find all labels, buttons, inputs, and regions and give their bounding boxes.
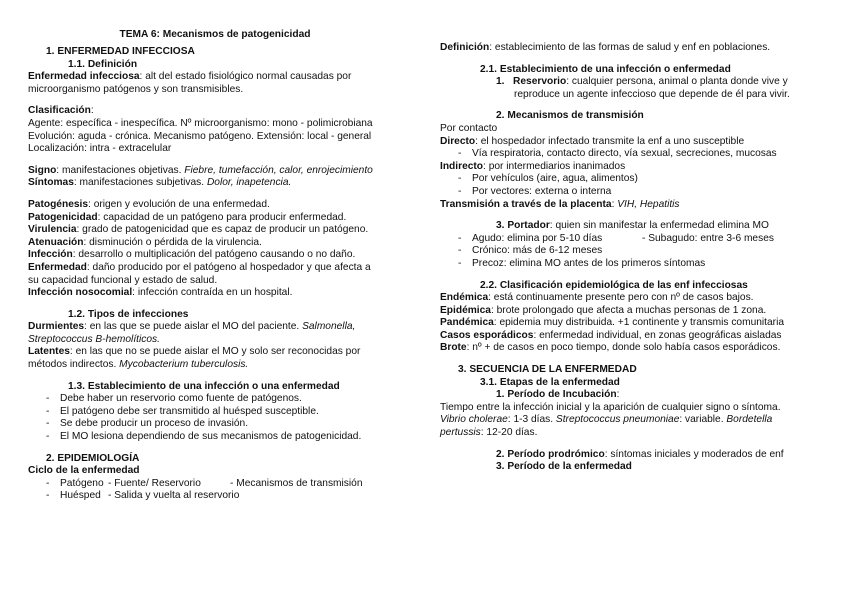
page-title: TEMA 6: Mecanismos de patogenicidad xyxy=(119,29,311,40)
left-column xyxy=(28,46,424,503)
definition-paragraph-line2: microorganismo patógenos y son transmisibles. xyxy=(28,83,244,95)
right-column xyxy=(440,42,840,474)
list-item: - Crónico: más de 6-12 meses xyxy=(458,245,603,257)
list-item: - Agudo: elimina por 5-10 días - Subagudo: entre 3-6 meses xyxy=(458,232,774,244)
term-infeccion: Infección: desarrollo o multiplicación del patógeno causando o no daño. xyxy=(28,249,356,261)
ciclo-heading: Ciclo de la enfermedad xyxy=(28,465,140,477)
incubacion-line3: pertussis: 12-20 días. xyxy=(440,427,538,439)
prodromico-line: 2. Período prodrómico: síntomas iniciales y moderados de enf xyxy=(496,448,784,460)
clasificacion-line: Agente: específica - inespecífica. Nº microorganismo: mono - polimicrobiana xyxy=(28,117,373,129)
term-atenuacion: Atenuación: disminución o pérdida de la virulencia. xyxy=(28,236,262,248)
durmientes-line2: Streptococcus B-hemolíticos. xyxy=(28,333,160,345)
clasificacion-line: Localización: intra - extracelular xyxy=(28,143,172,155)
placenta-line: Transmisión a través de la placenta: VIH, Hepatitis xyxy=(440,198,680,210)
list-item: - Se debe producir un proceso de invasión. xyxy=(46,418,249,430)
casos-line: Casos esporádicos: enfermedad individual, en zonas geográficas aisladas xyxy=(440,329,782,341)
epidemica-line: Epidémica: brote prolongado que afecta a muchas personas de 1 zona. xyxy=(440,304,767,316)
section-1-2-heading: 1.2. Tipos de infecciones xyxy=(68,308,189,320)
reservorio-line: 1. Reservorio: cualquier persona, animal o planta donde vive y xyxy=(496,76,788,88)
list-item: - Por vehículos (aire, agua, alimentos) xyxy=(458,173,638,185)
section-3-1-heading: 3.1. Etapas de la enfermedad xyxy=(480,376,620,388)
pandemica-line: Pandémica: epidemia muy distribuida. +1 continente y transmis comunitaria xyxy=(440,317,784,329)
list-item: - Por vectores: externa o interna xyxy=(458,185,612,197)
incubacion-line: Tiempo entre la infección inicial y la aparición de cualquier signo o síntoma. xyxy=(440,401,781,413)
por-contacto: Por contacto xyxy=(440,122,498,134)
brote-line: Brote: nº + de casos en poco tiempo, donde solo había casos esporádicos. xyxy=(440,342,781,354)
clasificacion-line: Evolución: aguda - crónica. Mecanismo patógeno. Extensión: local - general xyxy=(28,130,372,142)
list-item: - El MO lesiona dependiendo de sus mecanismos de patogenicidad. xyxy=(46,431,362,443)
definition-paragraph: Enfermedad infecciosa: alt del estado fisiológico normal causadas por xyxy=(28,71,352,83)
directo-line: Directo: el hospedador infectado transmite la enf a uno susceptible xyxy=(440,135,745,147)
term-nosocomial: Infección nosocomial: infección contraída en un hospital. xyxy=(28,287,293,299)
clasificacion-label: Clasificación: xyxy=(28,105,94,117)
section-2-2-heading: 2.2. Clasificación epidemiológica de las enf infecciosas xyxy=(480,279,748,291)
term-enfermedad-line2: su capacidad funcional y estado de salud. xyxy=(28,274,218,286)
endemica-line: Endémica: está continuamente presente pero con nº de casos bajos. xyxy=(440,292,754,304)
portador-line: 3. Portador: quien sin manifestar la enfermedad elimina MO xyxy=(496,220,769,232)
incubacion-line2: Vibrio cholerae: 1-3 días. Streptococcus pneumoniae: variable. Bordetella xyxy=(440,414,773,426)
sintomas-line: Síntomas: manifestaciones subjetivas. Dolor, inapetencia. xyxy=(28,177,292,189)
section-3-heading: 3. SECUENCIA DE LA ENFERMEDAD xyxy=(458,364,637,376)
section-1-1-heading: 1.1. Definición xyxy=(68,58,138,70)
term-enfermedad: Enfermedad: daño producido por el patógeno al hospedador y que afecta a xyxy=(28,261,371,273)
definicion-line: Definición: establecimiento de las formas de salud y enf en poblaciones. xyxy=(440,42,771,53)
mecanismos-heading: 2. Mecanismos de transmisión xyxy=(496,110,644,122)
list-item: - Vía respiratoria, contacto directo, vía sexual, secreciones, mucosas xyxy=(458,148,777,160)
periodo-enfermedad-heading: 3. Período de la enfermedad xyxy=(496,461,632,473)
ciclo-row: - Huésped - Salida y vuelta al reservorio xyxy=(46,490,240,502)
term-patogenesis: Patogénesis: origen y evolución de una enfermedad. xyxy=(28,198,270,210)
section-2-heading: 2. EPIDEMIOLOGÍA xyxy=(46,452,140,464)
indirecto-line: Indirecto: por intermediarios inanimados xyxy=(440,160,626,172)
section-2-1-heading: 2.1. Establecimiento de una infección o enfermedad xyxy=(480,63,731,75)
list-item: - El patógeno debe ser transmitido al huésped susceptible. xyxy=(46,405,319,417)
list-item: - Precoz: elimina MO antes de los primeros síntomas xyxy=(458,257,706,269)
term-patogenicidad: Patogenicidad: capacidad de un patógeno para producir enfermedad. xyxy=(28,211,347,223)
section-1-3-heading: 1.3. Establecimiento de una infección o una enfermedad xyxy=(68,380,340,392)
latentes-line: Latentes: en las que no se puede aislar el MO y solo ser reconocidas por xyxy=(28,346,361,358)
list-item: - Debe haber un reservorio como fuente de patógenos. xyxy=(46,393,302,405)
incubacion-heading: 1. Período de Incubación: xyxy=(496,389,620,401)
signo-line: Signo: manifestaciones objetivas. Fiebre, tumefacción, calor, enrojecimiento xyxy=(28,164,373,176)
durmientes-line: Durmientes: en las que se puede aislar el MO del paciente. Salmonella, xyxy=(28,321,356,333)
ciclo-row: - Patógeno - Fuente/ Reservorio - Mecanismos de transmisión xyxy=(46,477,363,489)
latentes-line2: métodos indirectos. Mycobacterium tuberculosis. xyxy=(28,359,249,371)
reservorio-line2: reproduce un agente infeccioso que depende de él para vivir. xyxy=(514,88,790,100)
term-virulencia: Virulencia: grado de patogenicidad que es capaz de producir un patógeno. xyxy=(28,224,369,236)
section-1-heading: 1. ENFERMEDAD INFECCIOSA xyxy=(46,46,195,57)
